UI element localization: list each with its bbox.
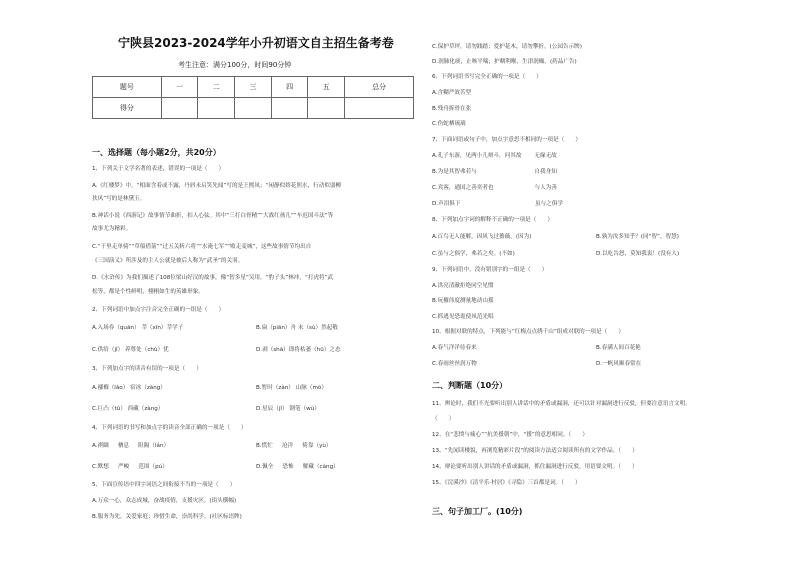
option-text: C.春雨丝丝润万物: [432, 361, 477, 367]
option-text: C.巨凸（tū） 西藏（zàng）: [92, 406, 164, 412]
option-text: B.扁（piān）舟 未（sù）然起敬: [256, 325, 338, 331]
option-text: D.佩全 恐怖 解藏（càng）: [256, 464, 339, 470]
option-text: C.虽与之俱学，弗若之矣。(不如): [432, 251, 515, 257]
section-heading: 一、选择题（每小题2分，共20分）: [92, 148, 221, 157]
option-text: B.玩羅伟度测量地动山摇: [432, 298, 494, 304]
score-row-label: 得分: [93, 98, 162, 119]
option-text: D.一帆风顺春常在: [596, 361, 642, 367]
question-line: 松等，都是个性鲜明，栩栩如生的英雄形象。: [92, 289, 204, 295]
option-text: C.抓逃见恐诡使凤范光唱: [432, 314, 494, 320]
option-text: B.为是其智弗若与 自我身知: [432, 169, 557, 175]
question-line: 扶风”写的是林黛玉。: [92, 196, 146, 202]
question-line: 14、辩论要听出别人讲话的矛盾或漏洞，抓住漏洞进行反驳，用语要文明。（ ）: [432, 464, 638, 470]
option-text: A.万众一心，众志成城，奋战疫情，支援灾区。(街头横幅): [92, 498, 237, 504]
question-line: 10、根据对联的特点，下列能与“红梅点点绣千山”组成对联的一项是（ ）: [432, 329, 624, 335]
option-text: B.孰为汝多知乎？(同“智”，智慧): [596, 234, 679, 240]
option-text: B.慌忙 沧洋 倚靠（yù）: [256, 443, 332, 449]
question-line: 《三国演义》所涉及的主人公就是被后人称为“武圣”的关羽。: [92, 258, 244, 264]
option-text: D.声泪俱下 虽与之俱学: [432, 201, 563, 207]
score-table-header-row: [93, 77, 414, 98]
question-line: 7、下面词语或句子中，加点字意思不相同的一项是（ ）: [432, 137, 581, 143]
option-text: A.春气洋洋待春来: [432, 345, 477, 351]
question-line: D.《水浒传》为我们描述了108位梁山好汉的故事，像“智多星”吴用，“豹子头”林冲，“打虎将”武: [92, 275, 334, 281]
option-text: C.供给（jǐ） 养尊处（chù）优: [92, 347, 169, 353]
option-text: A.含糊严效苦型: [432, 90, 472, 96]
question-line: 5、下面宣传语中四字词语之间衔接不当的一项是（ ）: [92, 482, 236, 488]
score-header-cell: 三: [235, 77, 272, 98]
question-line: B.神话小说《西游记》故事情节曲折，扣人心弦。其中“三打白骨精”“大战红孩儿”“车迟国斗法”等: [92, 213, 334, 219]
option-text: D.以吃告怒，莫知我衷！(没有人): [596, 251, 680, 257]
section-heading: 三、句子加工厂。(10分): [432, 507, 523, 516]
option-text: C.宾客，通国之善奕者也 与人为善: [432, 185, 557, 191]
option-text: A.入场券（quàn） 莘（xīn）莘学子: [92, 325, 184, 331]
question-line: A.《红楼梦》中，“相面含着或不露，丹唇未启笑先闻”写的是王熙凤；“闲静似娇花照水，行动似弱柳: [92, 183, 342, 189]
score-header-cell: 一: [161, 77, 198, 98]
option-text: C.保护草坪，请勿践踏；爱护花木，请勿攀折。(公园告示牌): [432, 44, 582, 50]
option-text: A.孔子东游，见两小儿辩斗，问其故 无缘无故: [432, 153, 557, 159]
question-line: 2、下列词语中加点字注音完全正确的一组是（ ）: [92, 307, 225, 313]
score-header-cell: 二: [198, 77, 235, 98]
option-text: B.服务为先，关爱家庭；珍惜生命，崇尚科学。(社区标语牌): [92, 514, 242, 520]
question-line: 13、“先闻读楼貌，再浏览精彩片段”的阅读方法适合阅读所有的文学作品。（ ）: [432, 448, 638, 454]
question-line: 15、《浣溪沙》《清平乐·村居》《寻隐》三首都是词。（ ）: [432, 480, 581, 486]
option-text: D.星辰（jī） 钢笔（wù）: [256, 406, 320, 412]
option-text: B.残舟拆骨在张: [432, 106, 472, 112]
option-text: B.春满人间百花艳: [596, 345, 641, 351]
option-text: A.百鸟无人能解，因风飞过薔薇。(因为): [432, 234, 532, 240]
score-header-cell: 题号: [93, 77, 162, 98]
score-header-cell: 五: [308, 77, 345, 98]
score-table-score-row: [93, 98, 414, 119]
page-title: 宁陕县2023-2024学年小升初语文自主招生备考卷: [118, 36, 394, 50]
score-cell: [198, 98, 235, 119]
question-line: 3、下列加点字的读音有误的一项是（ ）: [92, 366, 202, 372]
score-cell: [308, 98, 345, 119]
question-line: 4、下列词语的书写和加点字的读音全部正确的一项是（ ）: [92, 425, 247, 431]
section-heading: 二、判断题（10分）: [432, 381, 508, 390]
option-text: A.祺瞓 栖息 阻隔（lán）: [92, 443, 170, 449]
score-cell: [235, 98, 272, 119]
question-line: 1、下列关于文学名著的表述，错误的一项是（ ）: [92, 166, 225, 172]
question-line: 故事尤为精彩。: [92, 226, 132, 232]
option-text: D.润肺化痰，止咳平喘；护咽利喉，生津润燥。(药品广告): [432, 59, 577, 65]
option-text: C.伤蛇栖琉璃: [432, 121, 466, 127]
question-line: 8、下列加点字词的解释不正确的一项是（ ）: [432, 217, 554, 223]
option-text: B.暂时（zàn） 山脉（mò）: [256, 385, 327, 391]
score-cell: [345, 98, 414, 119]
score-header-cell: 四: [271, 77, 308, 98]
option-text: D.剥（shā）即将枯萎（hū）之态: [256, 347, 341, 353]
score-table: [92, 76, 414, 119]
score-header-cell: 总分: [345, 77, 414, 98]
question-line: 11、辨论时，我们不光要听出别人讲话中的矛盾或漏洞，还可以针对漏洞进行反驳，但要注意语言文明。: [432, 401, 691, 407]
score-cell: [161, 98, 198, 119]
option-text: C.默想 严峻 范围（pú）: [92, 464, 168, 470]
option-text: A.洪亮清澈拒绝同空见惯: [432, 283, 494, 289]
question-line: C.“千里走单骑”“草船借箭”“过五关斩六将”“水淹七军”“败走麦城”，这些故事情节均出自: [92, 244, 312, 250]
score-cell: [271, 98, 308, 119]
question-line: 9、下列词语中，没有错别字的一组是（ ）: [432, 267, 548, 273]
exam-notice: 考生注意：满分100分，时间90分钟: [178, 61, 292, 69]
question-line: 12、在“悲愤与痛心”“抗美援朝”中，“援”的意思相同。（ ）: [432, 432, 588, 438]
question-line: 6、下列词语书写完全正确的一项是（ ）: [432, 74, 542, 80]
option-text: A.襁褓（lǎo） 宿冰（zàng）: [92, 385, 166, 391]
question-line: （ ）: [432, 416, 455, 422]
